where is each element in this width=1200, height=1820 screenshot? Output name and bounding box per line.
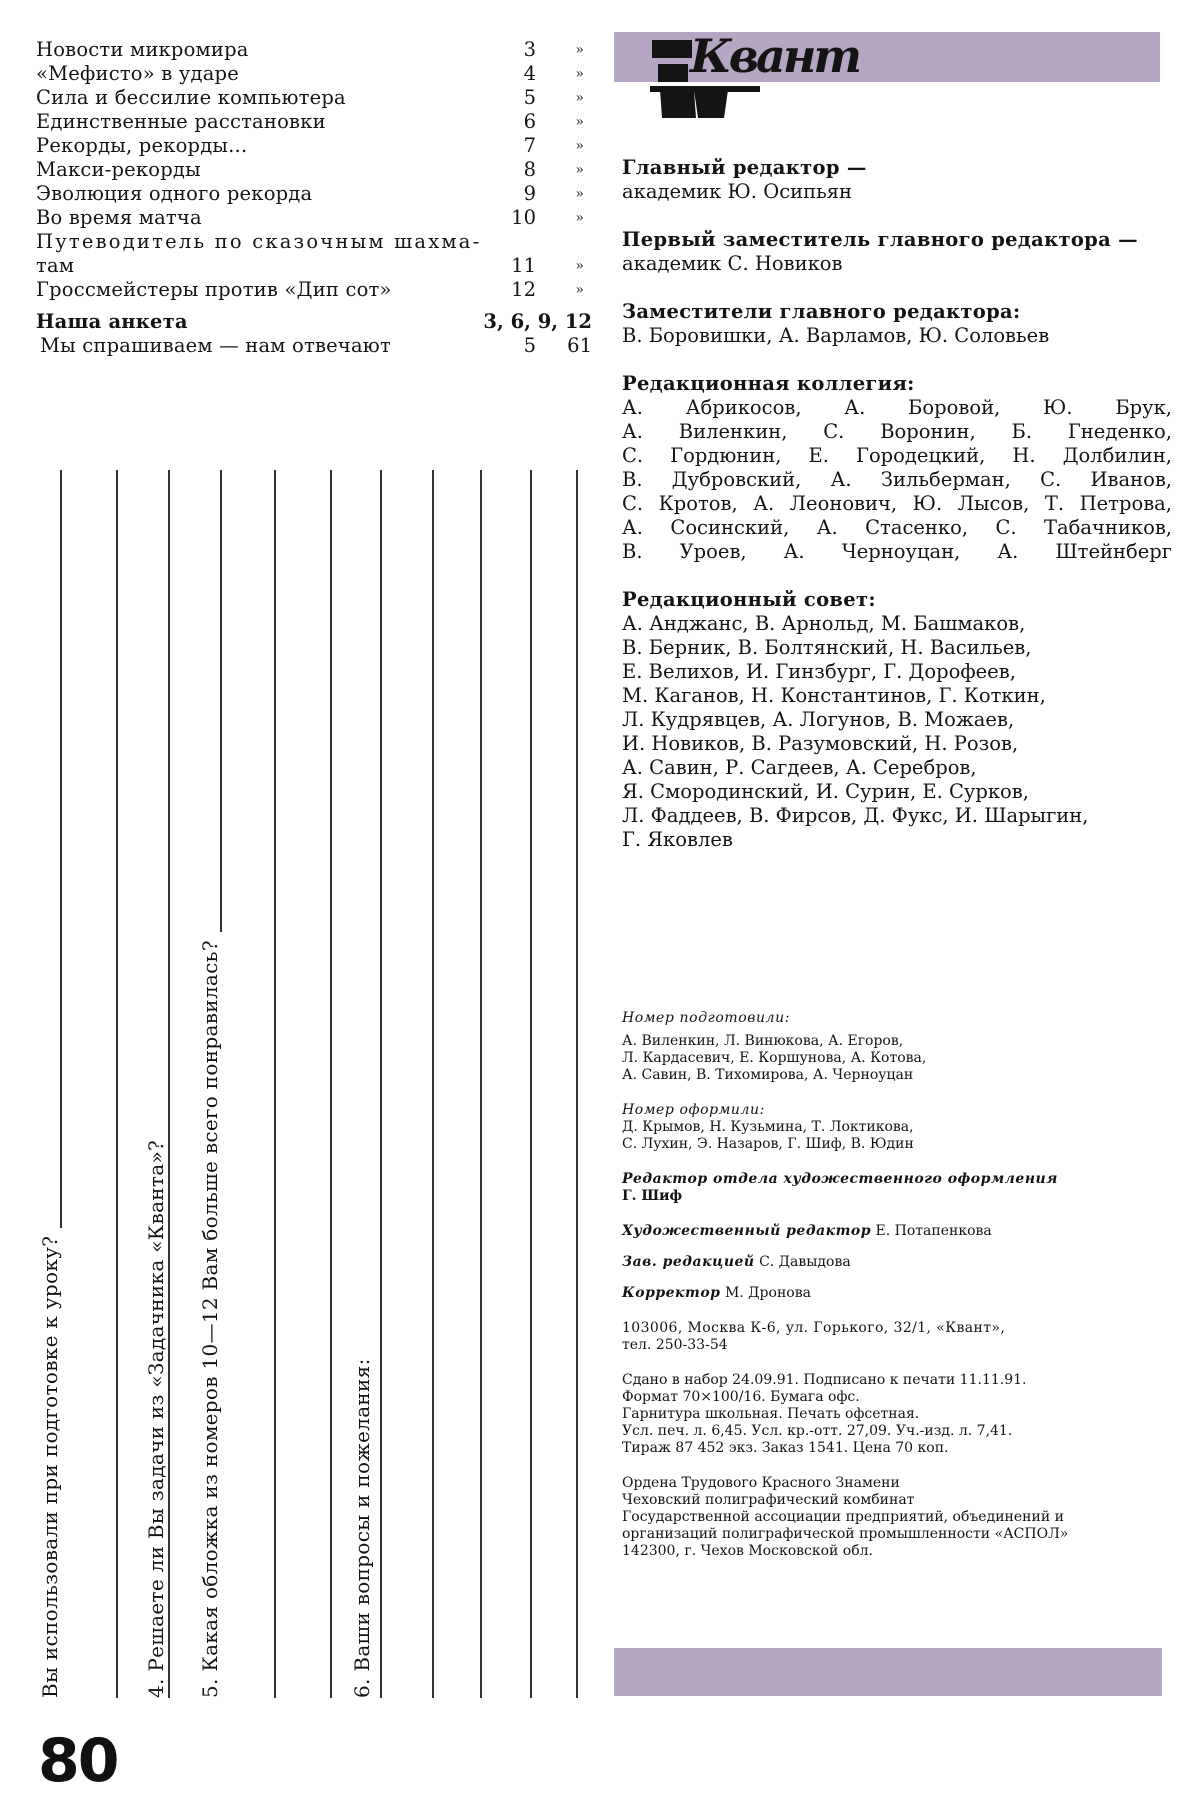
toc-page: 11 xyxy=(511,254,536,277)
editorial-board xyxy=(622,372,1172,564)
toc-row-survey xyxy=(36,310,592,334)
names-line: И. Новиков, В. Разумовский, Н. Розов, xyxy=(622,732,1019,755)
toc-title: там xyxy=(36,254,75,277)
imprint-line: Д. Крымов, Н. Кузьмина, Т. Локтикова, xyxy=(622,1119,914,1135)
toc-page: 61 xyxy=(567,334,592,357)
section-heading: Заместители главного редактора: xyxy=(622,300,1021,323)
answer-line[interactable] xyxy=(576,470,578,1698)
toc-page: 3 xyxy=(523,38,536,61)
names-line: А. Савин, Р. Сагдеев, А. Серебров, xyxy=(622,756,977,779)
imprint-line: Государственной ассоциации предприятий, объединений и xyxy=(622,1509,1064,1525)
imprint-line: тел. 250-33-54 xyxy=(622,1337,728,1353)
question-4: 4. Решаете ли Вы задачи из «Задачника «Кванта»? xyxy=(144,1132,168,1698)
section-heading: Главный редактор — xyxy=(622,156,867,179)
toc-page: 5 xyxy=(523,334,536,357)
toc-row xyxy=(36,110,592,134)
toc-ditto-mark: » xyxy=(575,186,584,202)
person-names: В. Боровишки, А. Варламов, Ю. Соловьев xyxy=(622,324,1050,347)
toc-title: Гроссмейстеры против «Дип сот» xyxy=(36,278,392,301)
toc-page: 7 xyxy=(523,134,536,157)
imprint-line: С. Лухин, Э. Назаров, Г. Шиф, В. Юдин xyxy=(622,1136,914,1152)
toc-ditto-mark: » xyxy=(575,138,584,154)
logo-text: Квант xyxy=(690,29,860,83)
names-line: М. Каганов, Н. Константинов, Г. Коткин, xyxy=(622,684,1046,707)
section-heading: Редакционный совет: xyxy=(622,588,876,611)
imprint-line: Тираж 87 452 экз. Заказ 1541. Цена 70 коп. xyxy=(622,1440,949,1456)
toc-ditto-mark: » xyxy=(575,162,584,178)
bottom-band xyxy=(614,1648,1162,1696)
page-number: 80 xyxy=(38,1726,118,1796)
toc-ditto-mark: » xyxy=(575,114,584,130)
imprint-line: организаций полиграфической промышленности «АСПОЛ» xyxy=(622,1526,1069,1542)
imprint-heading: Корректор xyxy=(622,1285,721,1301)
answer-line[interactable] xyxy=(330,470,332,1698)
toc-title: Сила и бессилие компьютера xyxy=(36,86,346,109)
imprint-line xyxy=(622,1285,1162,1302)
toc-title: Путеводитель по сказочным шахма- xyxy=(36,230,482,253)
toc-page: 8 xyxy=(523,158,536,181)
toc-row xyxy=(36,86,592,110)
toc-page: 12 xyxy=(511,278,536,301)
person-name: С. Давыдова xyxy=(759,1254,851,1270)
toc-ditto-mark: » xyxy=(575,282,584,298)
answer-line[interactable] xyxy=(116,470,118,1698)
person-name: академик С. Новиков xyxy=(622,252,843,275)
toc-row xyxy=(36,62,592,86)
toc-ditto-mark: » xyxy=(575,42,584,58)
imprint-line: 142300, г. Чехов Московской обл. xyxy=(622,1543,874,1559)
imprint-line: Формат 70×100/16. Бумага офс. xyxy=(622,1389,860,1405)
first-deputy xyxy=(622,228,1172,276)
names-line: В. Уроев, А. Черноуцан, А. Штейнберг xyxy=(622,540,1172,563)
toc-row-wrapped-cont xyxy=(36,254,592,278)
section-heading: Первый заместитель главного редактора — xyxy=(622,228,1138,251)
names-line: С. Кротов, А. Леонович, Ю. Лысов, Т. Петрова, xyxy=(622,492,1172,515)
imprint-line: 103006, Москва К-6, ул. Горького, 32/1, «Квант», xyxy=(622,1320,1006,1336)
toc-title: Новости микромира xyxy=(36,38,249,61)
imprint-line: А. Савин, В. Тихомирова, А. Черноуцан xyxy=(622,1067,914,1083)
names-line: Г. Яковлев xyxy=(622,828,733,851)
answer-line[interactable] xyxy=(480,470,482,1698)
imprint-line: А. Виленкин, Л. Винюкова, А. Егоров, xyxy=(622,1033,904,1049)
names-line: С. Гордюнин, Е. Городецкий, Н. Долбилин, xyxy=(622,444,1172,467)
imprint-heading: Номер оформили: xyxy=(622,1102,765,1118)
toc-page: 5 xyxy=(523,86,536,109)
kvant-logo xyxy=(650,26,890,124)
answer-line[interactable] xyxy=(168,470,170,1698)
toc-row xyxy=(36,278,592,302)
toc-page: 4 xyxy=(523,62,536,85)
table-of-contents xyxy=(36,38,592,358)
section-heading: Редакционная коллегия: xyxy=(622,372,915,395)
deputies xyxy=(622,300,1172,348)
imprint-line: Сдано в набор 24.09.91. Подписано к печати 11.11.91. xyxy=(622,1372,1027,1388)
toc-row xyxy=(36,38,592,62)
names-line: Я. Смородинский, И. Сурин, Е. Сурков, xyxy=(622,780,1029,803)
question-5: 5. Какая обложка из номеров 10—12 Вам больше всего понравилась? xyxy=(198,932,222,1698)
answer-line[interactable] xyxy=(530,470,532,1698)
names-line: В. Берник, В. Болтянский, Н. Васильев, xyxy=(622,636,1032,659)
toc-row xyxy=(36,158,592,182)
imprint-line: Усл. печ. л. 6,45. Усл. кр.-отт. 27,09. Уч.-изд. л. 7,41. xyxy=(622,1423,1013,1439)
toc-title: «Мефисто» в ударе xyxy=(36,62,239,85)
imprint-line: Л. Кардасевич, Е. Коршунова, А. Котова, xyxy=(622,1050,927,1066)
toc-page: 10 xyxy=(511,206,536,229)
imprint xyxy=(622,1010,1162,1560)
toc-row xyxy=(36,182,592,206)
toc-page: 3, 6, 9, 12 xyxy=(483,310,592,333)
names-line: А. Абрикосов, А. Боровой, Ю. Брук, xyxy=(622,396,1172,419)
question-prev: Вы использовали при подготовке к уроку? xyxy=(38,1228,62,1698)
names-line: А. Виленкин, С. Воронин, Б. Гнеденко, xyxy=(622,420,1172,443)
toc-title: Во время матча xyxy=(36,206,202,229)
toc-title: Мы спрашиваем — нам отвечают xyxy=(40,334,391,357)
masthead xyxy=(622,156,1172,876)
toc-ditto-mark: » xyxy=(575,210,584,226)
imprint-line: Гарнитура школьная. Печать офсетная. xyxy=(622,1406,920,1422)
person-name: Е. Потапенкова xyxy=(875,1223,992,1239)
toc-ditto-mark: » xyxy=(575,66,584,82)
toc-title: Рекорды, рекорды... xyxy=(36,134,248,157)
answer-line[interactable] xyxy=(432,470,434,1698)
toc-title: Единственные расстановки xyxy=(36,110,326,133)
names-line: А. Сосинский, А. Стасенко, С. Табачников, xyxy=(622,516,1172,539)
imprint-line xyxy=(622,1254,1162,1271)
question-6: 6. Ваши вопросы и пожелания: xyxy=(350,1350,374,1698)
imprint-heading: Зав. редакцией xyxy=(622,1254,755,1270)
toc-title: Эволюция одного рекорда xyxy=(36,182,313,205)
chief-editor xyxy=(622,156,1172,204)
names-line: Е. Велихов, И. Гинзбург, Г. Дорофеев, xyxy=(622,660,1016,683)
imprint-heading: Номер подготовили: xyxy=(622,1010,791,1026)
answer-line[interactable] xyxy=(380,470,382,1698)
imprint-line: Ордена Трудового Красного Знамени xyxy=(622,1475,900,1491)
toc-title: Наша анкета xyxy=(36,310,188,333)
person-name: академик Ю. Осипьян xyxy=(622,180,853,203)
imprint-line: Чеховский полиграфический комбинат xyxy=(622,1492,915,1508)
imprint-line xyxy=(622,1223,1162,1240)
names-line: А. Анджанс, В. Арнольд, М. Башмаков, xyxy=(622,612,1026,635)
toc-row xyxy=(36,206,592,230)
toc-ditto-mark: » xyxy=(575,258,584,274)
toc-page: 6 xyxy=(523,110,536,133)
answer-line[interactable] xyxy=(274,470,276,1698)
toc-title: Макси-рекорды xyxy=(36,158,201,181)
imprint-heading: Художественный редактор xyxy=(622,1223,872,1239)
names-line: В. Дубровский, А. Зильберман, С. Иванов, xyxy=(622,468,1172,491)
person-name: М. Дронова xyxy=(724,1285,811,1301)
editorial-council xyxy=(622,588,1172,852)
imprint-line: Г. Шиф xyxy=(622,1188,683,1204)
names-line: Л. Фаддеев, В. Фирсов, Д. Фукс, И. Шарыгин, xyxy=(622,804,1089,827)
names-line: Л. Кудрявцев, А. Логунов, В. Можаев, xyxy=(622,708,1015,731)
toc-row-wrapped xyxy=(36,230,592,254)
imprint-heading: Редактор отдела художественного оформления xyxy=(622,1171,1058,1187)
toc-row-asking xyxy=(36,334,592,358)
toc-row xyxy=(36,134,592,158)
toc-page: 9 xyxy=(523,182,536,205)
toc-ditto-mark: » xyxy=(575,90,584,106)
